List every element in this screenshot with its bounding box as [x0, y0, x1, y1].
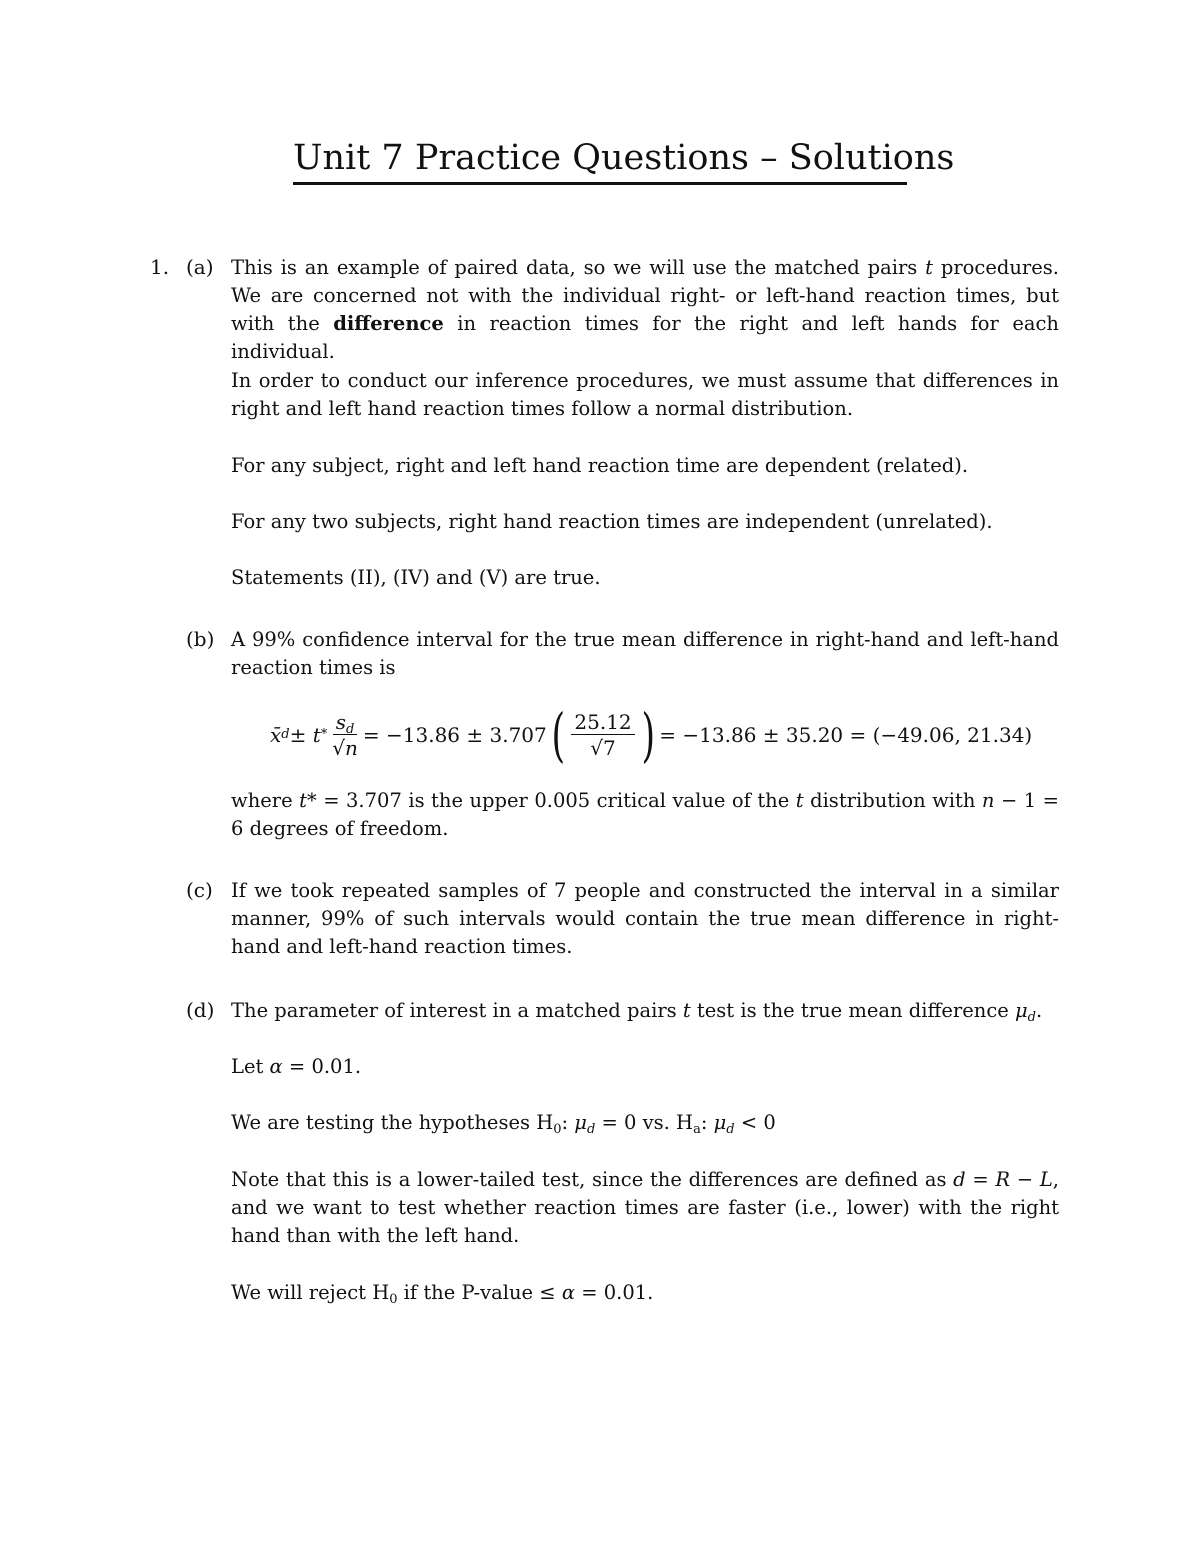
part-a-label: (a) — [186, 255, 214, 279]
frac-numerator — [333, 710, 358, 735]
math-mu: μ — [1014, 999, 1028, 1022]
bold-difference: difference — [333, 312, 444, 335]
text-run: if the P-value ≤ — [397, 1281, 562, 1304]
text-run: procedures. We are concerned not with the individual right- or left-hand reaction times, but with the — [231, 256, 1059, 335]
math-n: n — [981, 789, 995, 812]
sub-a: a — [693, 1122, 701, 1137]
text-run: = 0 vs. H — [595, 1111, 694, 1134]
question-number: 1. — [150, 255, 170, 279]
part-a-paragraph-1 — [231, 254, 1059, 366]
text-run: The parameter of interest in a matched pairs — [231, 999, 683, 1022]
sub-0: 0 — [553, 1122, 562, 1137]
text-run: test is the true mean difference — [690, 999, 1015, 1022]
math-alpha: α — [269, 1055, 283, 1078]
math-t: t — [795, 789, 804, 812]
sd-over-sqrt-n — [329, 710, 361, 761]
part-c-label: (c) — [186, 878, 213, 902]
text-run: = 0.01. — [282, 1055, 362, 1078]
right-paren: ) — [641, 701, 655, 769]
text-run: where — [231, 789, 300, 812]
text-run: Note that this is a lower-tailed test, since the differences are defined as — [231, 1168, 954, 1191]
text-run: = 0.01. — [575, 1281, 654, 1304]
part-d-paragraph-4 — [231, 1166, 1059, 1250]
text-run: : — [561, 1111, 575, 1134]
math-d-eq-r-minus-l: d = R − L — [953, 1168, 1053, 1191]
part-a-paragraph-4: For any two subjects, right hand reaction times are independent (unrelated). — [231, 510, 993, 533]
part-d-paragraph-5 — [231, 1279, 1059, 1307]
text-run: < 0 — [734, 1111, 776, 1134]
left-paren: ( — [551, 701, 565, 769]
text-run: in reaction times for the right and left hands for each individual. — [231, 312, 1059, 363]
part-a-paragraph-5: Statements (II), (IV) and (V) are true. — [231, 566, 601, 589]
frac-denominator: √n — [332, 735, 358, 760]
part-d-label: (d) — [186, 998, 215, 1022]
text-run: We are testing the hypotheses H — [231, 1111, 554, 1134]
text-run: We will reject H — [231, 1281, 390, 1304]
frac-numerator: 25.12 — [571, 710, 634, 735]
eq-part-2: = −13.86 ± 35.20 = (−49.06, 21.34) — [659, 723, 1033, 747]
sub-d: d — [726, 1122, 735, 1137]
text-run: Let — [231, 1055, 270, 1078]
sub-d: d — [1027, 1010, 1036, 1025]
text-run: , and we want to test whether reaction times are faster (i.e., lower) with the right hand than with the left hand. — [231, 1168, 1059, 1247]
text-run: : — [700, 1111, 714, 1134]
sub-d: d — [346, 721, 355, 737]
math-mu: μ — [713, 1111, 727, 1134]
text-run: . — [1036, 999, 1043, 1022]
sub-0: 0 — [389, 1292, 398, 1307]
part-d-paragraph-2 — [231, 1053, 1059, 1081]
xbar: x̄ — [270, 723, 282, 747]
confidence-interval-formula: x̄ d ± t * $\frac{s_d}{√n}$ = −13.86 ± 3.707 ( $\frac{25.12}{√7}$ ) = −13.86 ± 35.20 = (−49.06, 21.34) — [270, 701, 1033, 769]
part-b-label: (b) — [186, 627, 215, 651]
page-title: Unit 7 Practice Questions – Solutions — [293, 136, 907, 185]
math-t: t — [925, 256, 934, 279]
text-run: − 1 = 6 degrees of freedom. — [231, 789, 1059, 840]
value-fraction — [571, 710, 634, 761]
part-d-paragraph-1 — [231, 997, 1059, 1025]
part-d-paragraph-3 — [231, 1109, 1059, 1137]
sub-d: d — [586, 1122, 596, 1137]
text-run: * = 3.707 is the upper 0.005 critical value of the — [306, 789, 796, 812]
text-run: This is an example of paired data, so we will use the matched pairs — [231, 256, 926, 279]
pm-t: ± t — [289, 723, 321, 747]
math-t: t — [299, 789, 307, 812]
math-mu: μ — [574, 1111, 587, 1134]
part-b-intro: A 99% confidence interval for the true mean difference in right-hand and left-hand reaction times is — [231, 628, 1059, 679]
part-b-where — [231, 787, 1059, 843]
eq-part-1: = −13.86 ± 3.707 — [362, 723, 547, 747]
s: s — [335, 709, 347, 734]
part-a-paragraph-2: In order to conduct our inference procedures, we must assume that differences in right and left hand reaction times follow a normal distribution. — [231, 369, 1059, 420]
text-run: distribution with — [803, 789, 982, 812]
part-c-paragraph: If we took repeated samples of 7 people and constructed the interval in a similar manner, 99% of such intervals would contain the true mean difference in right-hand and left-hand reaction times. — [231, 879, 1059, 958]
math-alpha: α — [561, 1281, 575, 1304]
frac-denominator: √7 — [590, 735, 616, 760]
math-t: t — [682, 999, 691, 1022]
part-a-paragraph-3: For any subject, right and left hand reaction time are dependent (related). — [231, 454, 969, 477]
